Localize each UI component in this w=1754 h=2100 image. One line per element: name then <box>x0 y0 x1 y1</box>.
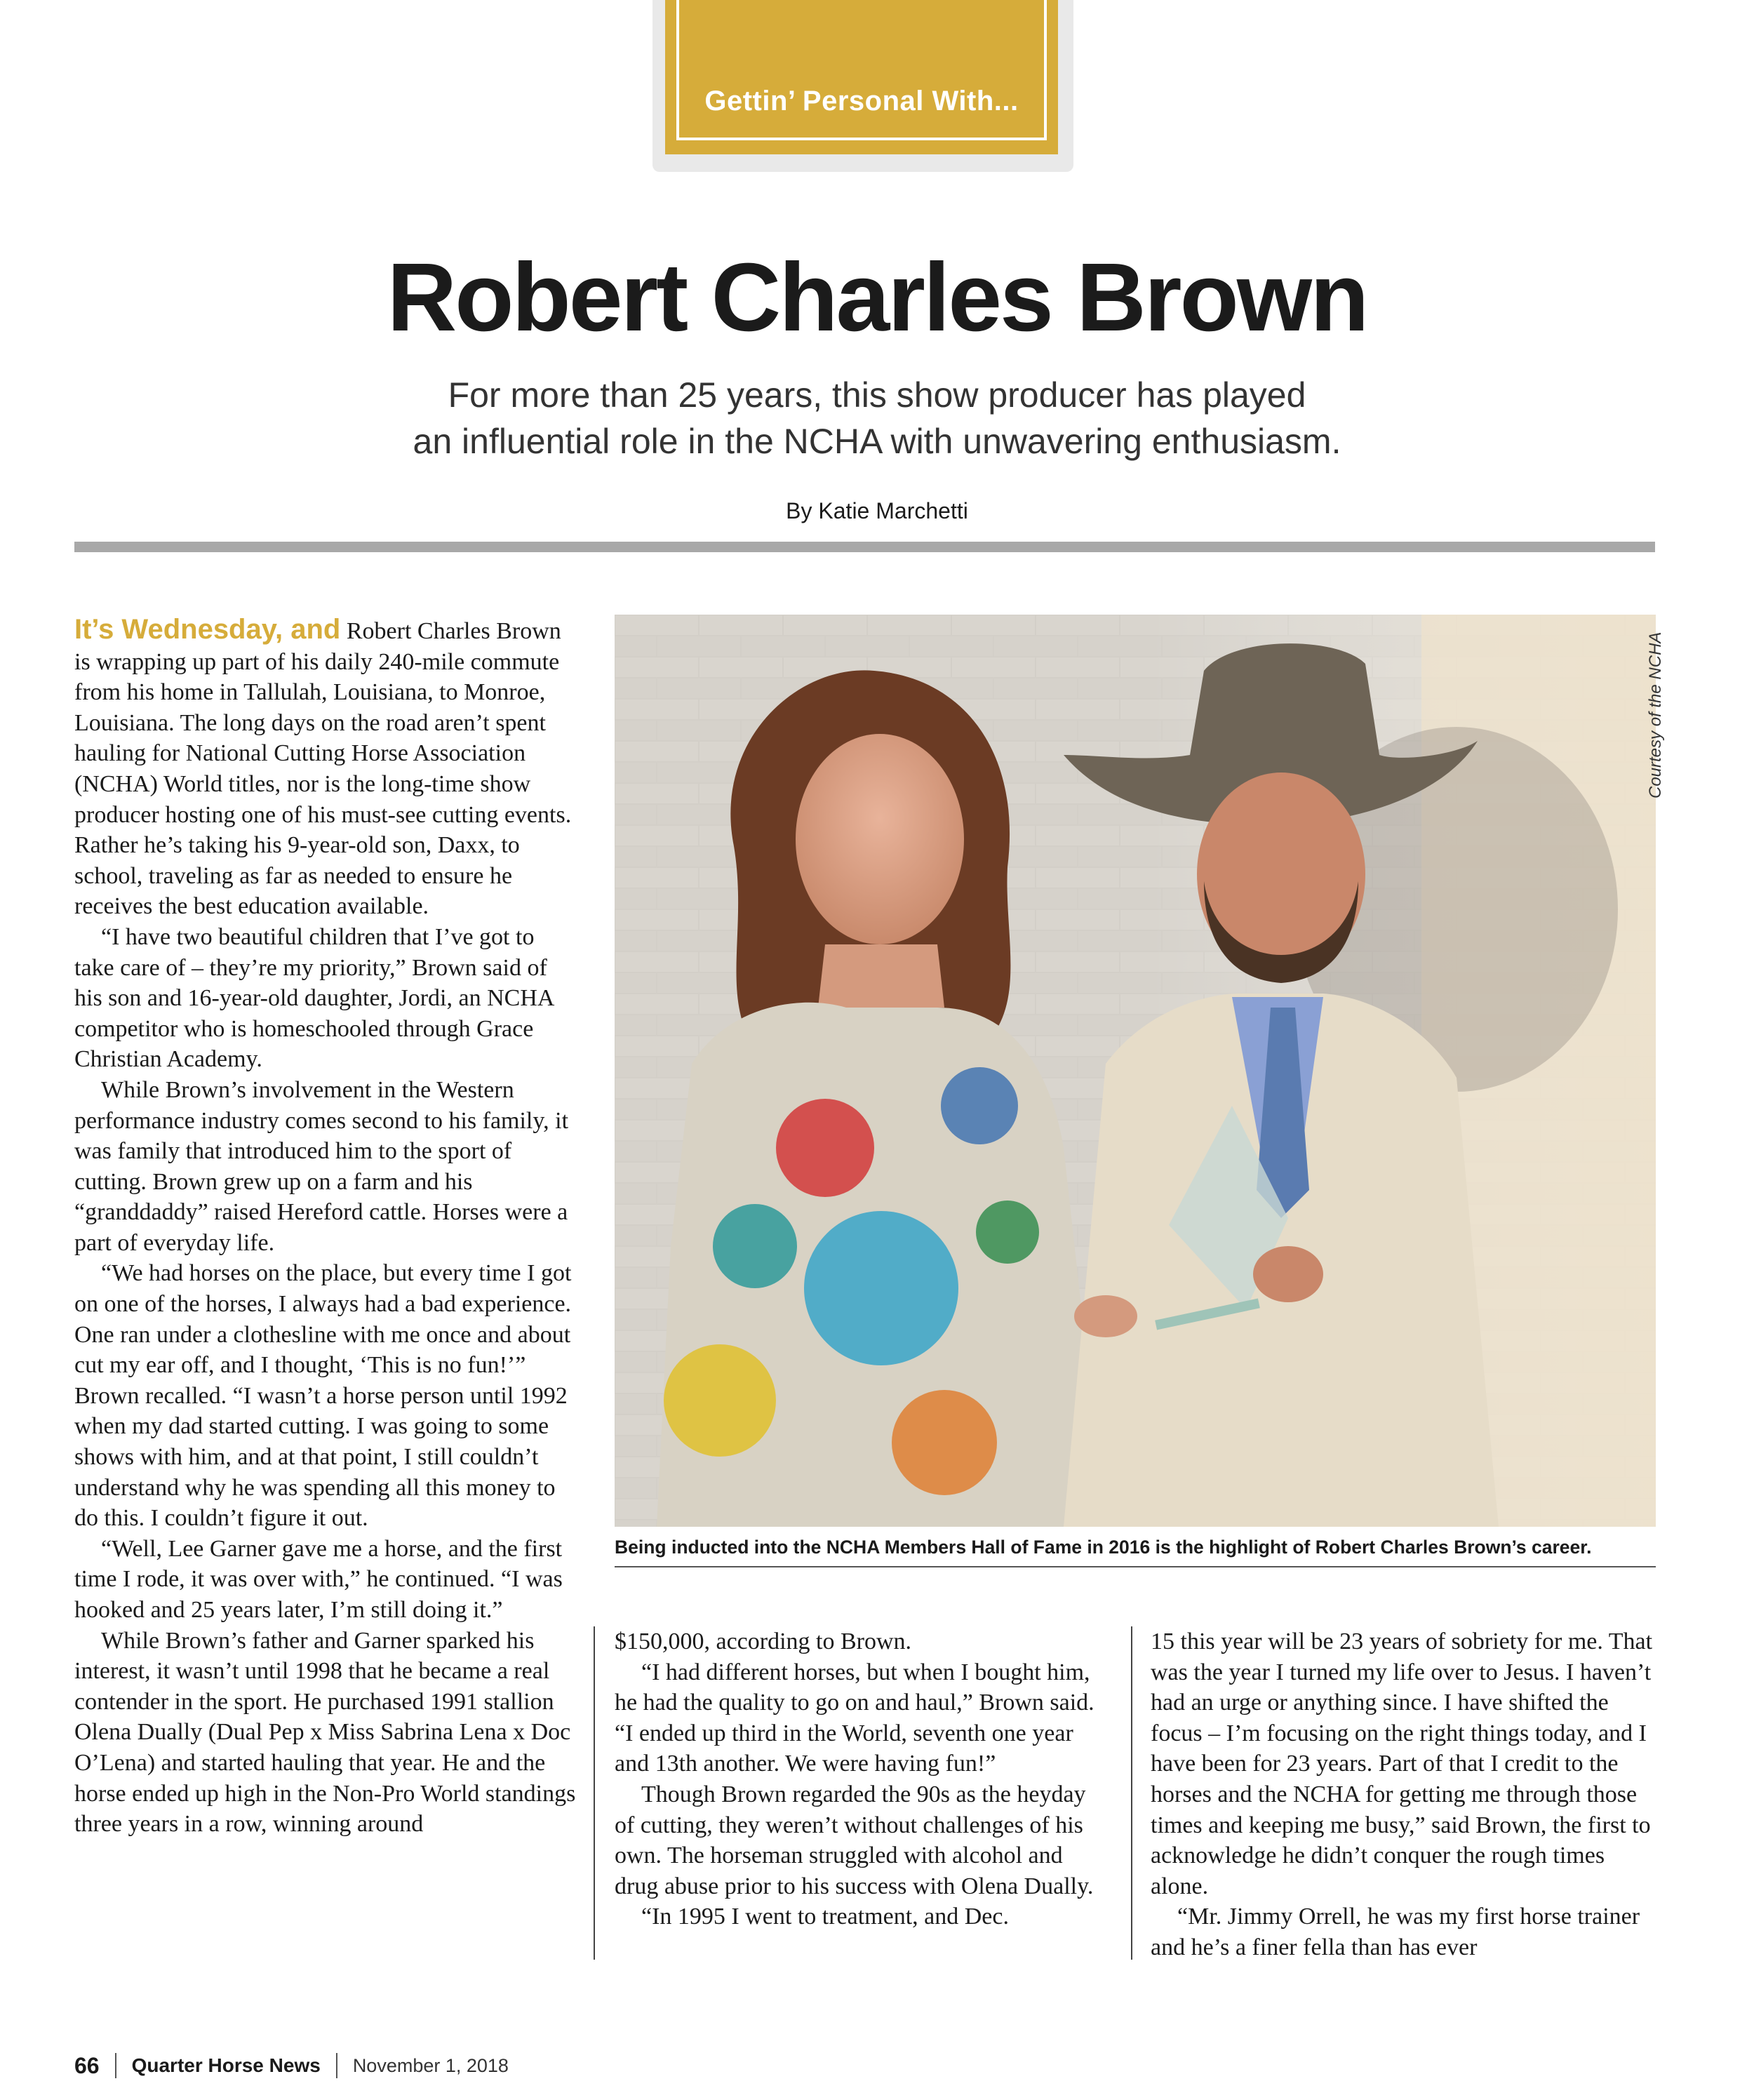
article-column-3 <box>1151 1626 1656 1963</box>
photo-credit <box>1643 616 1671 798</box>
lead-in: It’s Wednesday, and <box>74 614 341 645</box>
column-divider <box>594 1626 595 1960</box>
photo-illustration <box>615 615 1656 1527</box>
paragraph: Though Brown regarded the 90s as the heyday of cutting, they weren’t without challenges of his own. The horseman struggled with alcohol and drug abuse prior to his success with Olena Dually. <box>615 1781 1094 1899</box>
header-divider <box>74 542 1655 552</box>
publication-name: Quarter Horse News <box>131 2054 321 2076</box>
paragraph: “In 1995 I went to treatment, and Dec. <box>641 1904 1009 1930</box>
issue-date: November 1, 2018 <box>352 2054 509 2076</box>
page-number: 66 <box>74 2052 100 2078</box>
footer-separator <box>336 2053 337 2078</box>
page-footer <box>74 2050 509 2081</box>
column-divider <box>1131 1626 1132 1960</box>
article-subtitle <box>210 372 1544 464</box>
photo-credit-text: Courtesy of the NCHA <box>1646 631 1665 798</box>
photo-caption: Being inducted into the NCHA Members Hall of Fame in 2016 is the highlight of Robert Charles Brown’s career. <box>615 1537 1592 1558</box>
paragraph: While Brown’s father and Garner sparked his interest, it wasn’t until 1998 that he became a real contender in the sport. He purchased 1991 stallion Olena Dually (Dual Pep x Miss Sabrina Lena x Doc O’Lena) and started hauling that year. He and the horse ended up high in the Non-Pro World standings three years in a row, winning around <box>74 1627 576 1838</box>
paragraph: While Brown’s involvement in the Western performance industry comes second to his family, it was family that introduced him to the sport of cutting. Brown grew up on a farm and his “granddaddy” raised Hereford cattle. Horses were a part of everyday life. <box>74 1076 569 1256</box>
paragraph: “Mr. Jimmy Orrell, he was my first horse trainer and he’s a finer fella than has ever <box>1151 1904 1640 1960</box>
byline: By Katie Marchetti <box>786 498 968 523</box>
footer-separator <box>115 2053 116 2078</box>
article-title: Robert Charles Brown <box>387 243 1367 352</box>
article-column-2 <box>615 1626 1106 1932</box>
subtitle-line-1: For more than 25 years, this show producer has played <box>448 375 1306 415</box>
paragraph: 15 this year will be 23 years of sobriety for me. That was the year I turned my life over to Jesus. I haven’t had an urge or anything since. I have shifted the focus – I’m focusing on the right things today, and I have been for 23 years. Part of that I credit to the horses and the NCHA for getting me through those times and keeping me busy,” said Brown, the first to acknowledge he didn’t conquer the rough times alone. <box>1151 1628 1653 1899</box>
caption-rule <box>615 1566 1656 1567</box>
article-column-1 <box>74 615 578 1840</box>
paragraph: “We had horses on the place, but every time I got on one of the horses, I always had a bad experience. One ran under a clothesline with me once and about cut my ear off, and I thought, ‘This is no fun!’” Brown recalled. “I wasn’t a horse person until 1992 when my dad started cutting. I was going to some shows with him, and at that point, I still couldn’t understand why he was spending all this money to do this. I couldn’t figure it out. <box>74 1260 572 1532</box>
paragraph <box>74 615 578 922</box>
paragraph: “I have two beautiful children that I’ve got to take care of – they’re my priority,” Brown said of his son and 16-year-old daughter, Jordi, an NCHA competitor who is homeschooled through Grace Christian Academy. <box>74 923 554 1073</box>
paragraph: “Well, Lee Garner gave me a horse, and the first time I rode, it was over with,” he continued. “I was hooked and 25 years later, I’m still doing it.” <box>74 1535 563 1623</box>
subtitle-line-2: an influential role in the NCHA with unwavering enthusiasm. <box>413 422 1341 461</box>
article-photo <box>615 615 1656 1527</box>
paragraph: “I had different horses, but when I bought him, he had the quality to go on and haul,” Brown said. “I ended up third in the World, seventh one year and 13th another. We were having fun!” <box>615 1659 1094 1777</box>
section-tab-label: Gettin’ Personal With... <box>704 86 1019 116</box>
paragraph-text: Robert Charles Brown is wrapping up part of his daily 240-mile commute from his home in Tallulah, Louisiana, to Monroe, Louisiana. The long days on the road aren’t spent hauling for National Cutting Horse Association (NCHA) World titles, nor is the long-time show producer hosting one of his must-see cutting events. Rather he’s taking his 9-year-old son, Daxx, to school, traveling as far as needed to ensure he receives the best education available. <box>74 618 572 920</box>
paragraph: $150,000, according to Brown. <box>615 1628 912 1654</box>
section-tab-frame <box>676 0 1047 140</box>
